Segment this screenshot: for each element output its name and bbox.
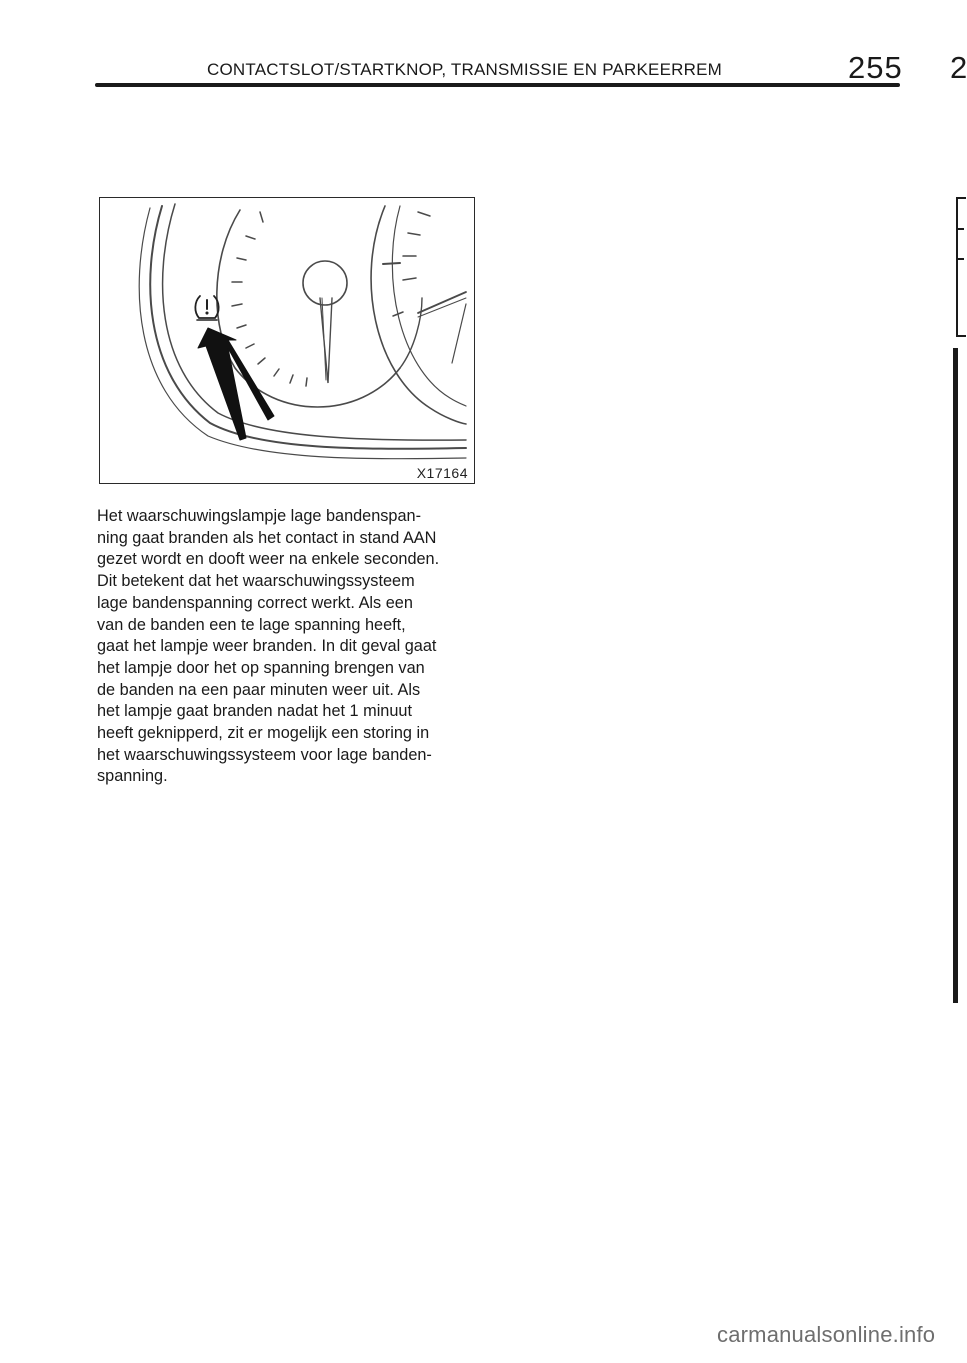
paragraph-line: gezet wordt en dooft weer na enkele seconden.: [97, 550, 440, 569]
tire-pressure-warning-icon: [195, 296, 218, 320]
paragraph-line: Het waarschuwingslampje lage bandenspan-: [97, 507, 422, 525]
paragraph-line: lage bandenspanning correct werkt. Als een: [97, 593, 413, 612]
instrument-cluster-illustration: [99, 197, 475, 484]
page-number: 255: [848, 50, 903, 85]
paragraph-line: gaat het lampje weer branden. In dit geval gaat: [97, 637, 437, 656]
header-rule: [95, 83, 900, 87]
paragraph-line: het lampje gaat branden nadat het 1 minuut: [97, 702, 412, 721]
section-title: CONTACTSLOT/STARTKNOP, TRANSMISSIE EN PARKEERREM: [207, 60, 722, 79]
figure-code: X17164: [416, 465, 468, 481]
paragraph-line: het waarschuwingssysteem voor lage banden-: [97, 745, 432, 764]
watermark-link[interactable]: carmanualsonline.info: [717, 1322, 936, 1347]
paragraph-line: ning gaat branden als het contact in stand AAN: [97, 528, 437, 547]
chapter-tab-divider: [956, 258, 964, 260]
adjacent-page-number-fragment: 2: [950, 50, 967, 85]
instrument-cluster-drawing: [100, 198, 476, 485]
body-paragraph: [97, 506, 477, 788]
paragraph-line: heeft geknipperd, zit er mogelijk een storing in: [97, 724, 430, 743]
paragraph-line: spanning.: [97, 767, 168, 786]
paragraph-line: de banden na een paar minuten weer uit. Als: [97, 680, 421, 699]
paragraph-line: van de banden een te lage spanning heeft,: [97, 615, 406, 634]
chapter-tab-marker: [956, 197, 966, 337]
paragraph-line: het lampje door het op spanning brengen van: [97, 658, 425, 677]
chapter-edge-bar: [953, 348, 958, 1003]
paragraph-line: Dit betekent dat het waarschuwingssysteem: [97, 572, 415, 591]
chapter-tab-divider: [956, 228, 964, 230]
